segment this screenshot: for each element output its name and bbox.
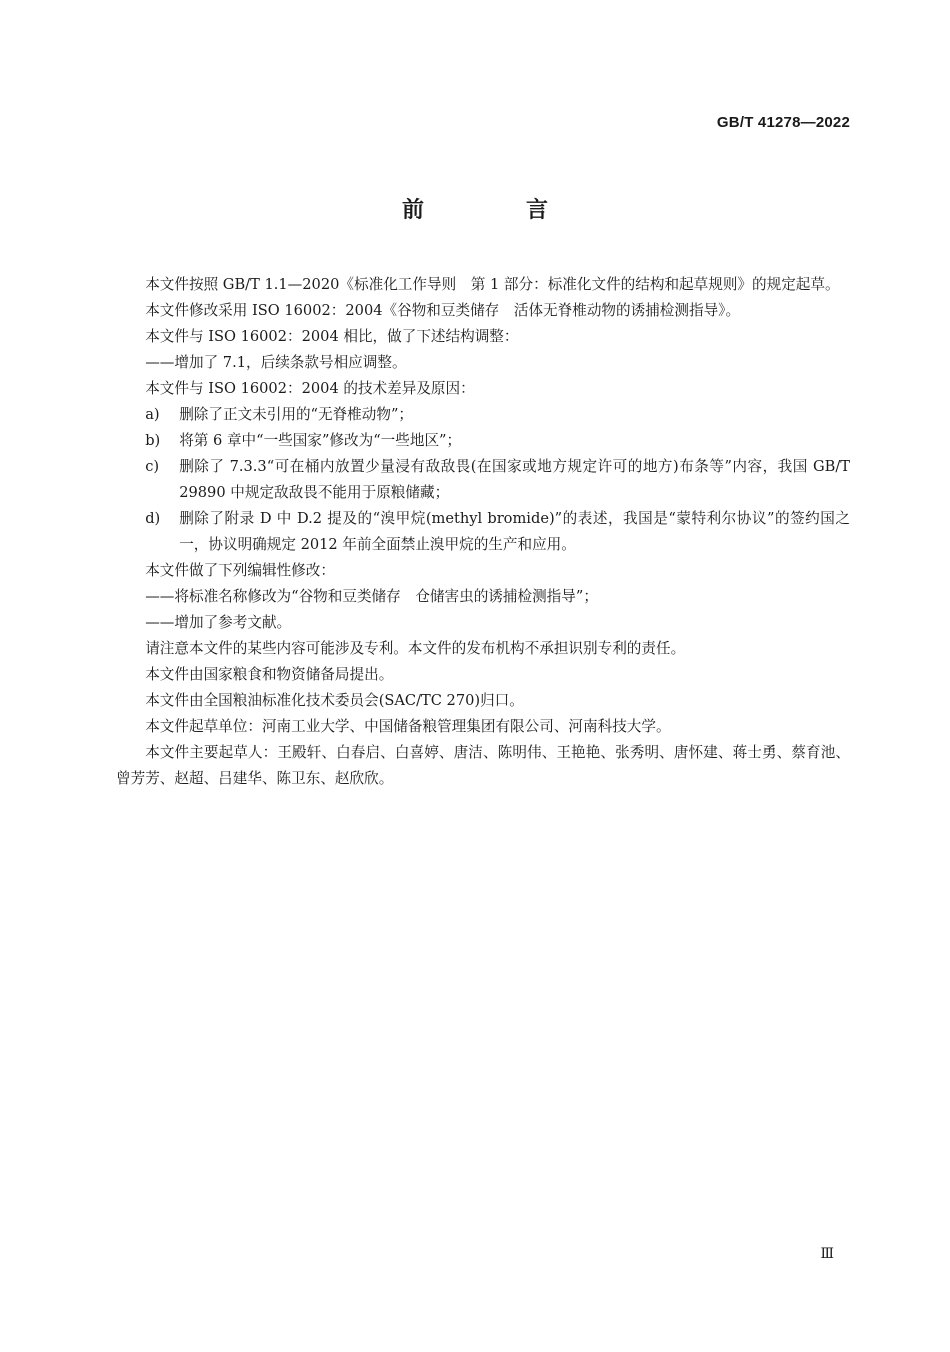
list-marker: d) — [145, 510, 161, 527]
list-item-text: 删除了附录 D 中 D.2 提及的“溴甲烷(methyl bromide)”的表述，我国是“蒙特利尔协议”的签约国之一，协议明确规定 2012 年前全面禁止溴甲烷的生产和应用。 — [179, 510, 850, 553]
paragraph-committee: 本文件由全国粮油标准化技术委员会(SAC/TC 270)归口。 — [145, 692, 524, 709]
list-item-text: 将第 6 章中“一些国家”修改为“一些地区”； — [179, 432, 462, 449]
list-marker: a) — [145, 406, 160, 423]
paragraph-drafting-basis: 本文件按照 GB/T 1.1—2020《标准化工作导则 第 1 部分：标准化文件的结构和起草规则》的规定起草。 — [145, 276, 840, 293]
page-title: 前 言 — [401, 198, 588, 223]
list-marker: c) — [145, 458, 160, 475]
dash-item: ——将标准名称修改为“谷物和豆类储存 仓储害虫的诱捕检测指导”； — [145, 588, 598, 605]
list-item — [116, 454, 850, 506]
document-body — [116, 272, 850, 792]
document-code: GB/T 41278—2022 — [716, 114, 850, 131]
paragraph-structural-changes: 本文件与 ISO 16002：2004 相比，做了下述结构调整： — [145, 328, 519, 345]
list-item — [116, 506, 850, 558]
page-number: Ⅲ — [820, 1246, 834, 1262]
list-item — [116, 428, 850, 454]
paragraph-adoption: 本文件修改采用 ISO 16002：2004《谷物和豆类储存 活体无脊椎动物的诱捕检测指导》。 — [145, 302, 741, 319]
list-item — [116, 402, 850, 428]
paragraph-technical-differences: 本文件与 ISO 16002：2004 的技术差异及原因： — [145, 380, 475, 397]
paragraph-patent-notice: 请注意本文件的某些内容可能涉及专利。本文件的发布机构不承担识别专利的责任。 — [145, 640, 686, 657]
paragraph-drafting-units: 本文件起草单位：河南工业大学、中国储备粮管理集团有限公司、河南科技大学。 — [145, 718, 671, 735]
dash-item: ——增加了 7.1，后续条款号相应调整。 — [145, 354, 407, 371]
paragraph-editorial-changes: 本文件做了下列编辑性修改： — [145, 562, 335, 579]
dash-item: ——增加了参考文献。 — [145, 614, 292, 631]
list-item-text: 删除了正文未引用的“无脊椎动物”； — [179, 406, 414, 423]
paragraph-drafters: 本文件主要起草人：王殿轩、白春启、白喜婷、唐洁、陈明伟、王艳艳、张秀明、唐怀建、蒋士勇、蔡育池、曾芳芳、赵超、吕建华、陈卫东、赵欣欣。 — [116, 744, 850, 787]
list-item-text: 删除了 7.3.3“可在桶内放置少量浸有敌敌畏(在国家或地方规定许可的地方)布条等”内容，我国 GB/T 29890 中规定敌敌畏不能用于原粮储藏； — [179, 458, 850, 501]
list-marker: b) — [145, 432, 161, 449]
paragraph-proposer: 本文件由国家粮食和物资储备局提出。 — [145, 666, 394, 683]
